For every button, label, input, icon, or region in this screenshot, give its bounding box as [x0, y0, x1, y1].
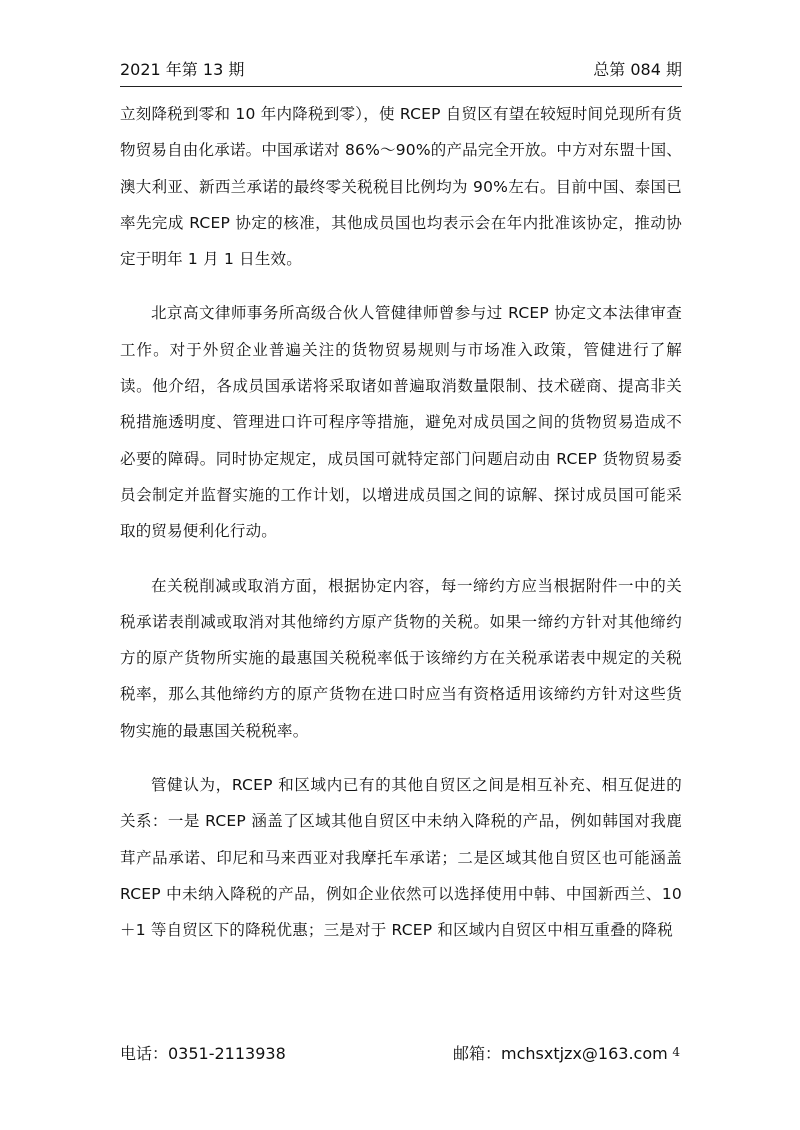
email-address: 邮箱：mchsxtjzx@163.com — [453, 1044, 668, 1063]
article-body — [120, 96, 682, 967]
page-number: 4 — [672, 1045, 680, 1059]
paragraph-4: 管健认为，RCEP 和区域内已有的其他自贸区之间是相互补充、相互促进的关系：一是 RCEP 涵盖了区域其他自贸区中未纳入降税的产品，例如韩国对我鹿茸产品承诺、印尼和马来西亚对我摩托车承诺；二是区域其他自贸区也可能涵盖 RCEP 中未纳入降税的产品，例如企业依然可以选择使用中韩、中国新西兰、10＋1 等自贸区下的降税优惠；三是对于 RCEP 和区域内自贸区中相互重叠的降税 — [120, 776, 682, 940]
total-issue-label: 总第 084 期 — [593, 60, 682, 79]
paragraph-1: 立刻降税到零和 10 年内降税到零），使 RCEP 自贸区有望在较短时间兑现所有货物贸易自由化承诺。中国承诺对 86%～90%的产品完全开放。中方对东盟十国、澳大利亚、新西兰承诺的最终零关税税目比例均为 90%左右。目前中国、泰国已率先完成 RCEP 协定的核准，其他成员国也均表示会在年内批准该协定，推动协定于明年 1 月 1 日生效。 — [120, 105, 682, 269]
paragraph-2: 北京高文律师事务所高级合伙人管健律师曾参与过 RCEP 协定文本法律审查工作。对于外贸企业普遍关注的货物贸易规则与市场准入政策，管健进行了解读。他介绍，各成员国承诺将采取诸如普遍取消数量限制、技术磋商、提高非关税措施透明度、管理进口许可程序等措施，避免对成员国之间的货物贸易造成不必要的障碍。同时协定规定，成员国可就特定部门问题启动由 RCEP 货物贸易委员会制定并监督实施的工作计划，以增进成员国之间的谅解、探讨成员国可能采取的贸易便利化行动。 — [120, 304, 682, 541]
paragraph-3: 在关税削减或取消方面，根据协定内容，每一缔约方应当根据附件一中的关税承诺表削减或取消对其他缔约方原产货物的关税。如果一缔约方针对其他缔约方的原产货物所实施的最惠国关税税率低于该缔约方在关税承诺表中规定的关税税率，那么其他缔约方的原产货物在进口时应当有资格适用该缔约方针对这些货物实施的最惠国关税税率。 — [120, 576, 682, 740]
page-header — [120, 58, 682, 87]
issue-label: 2021 年第 13 期 — [120, 60, 245, 79]
page-footer — [120, 1044, 682, 1068]
phone-number: 电话：0351-2113938 — [120, 1044, 286, 1063]
